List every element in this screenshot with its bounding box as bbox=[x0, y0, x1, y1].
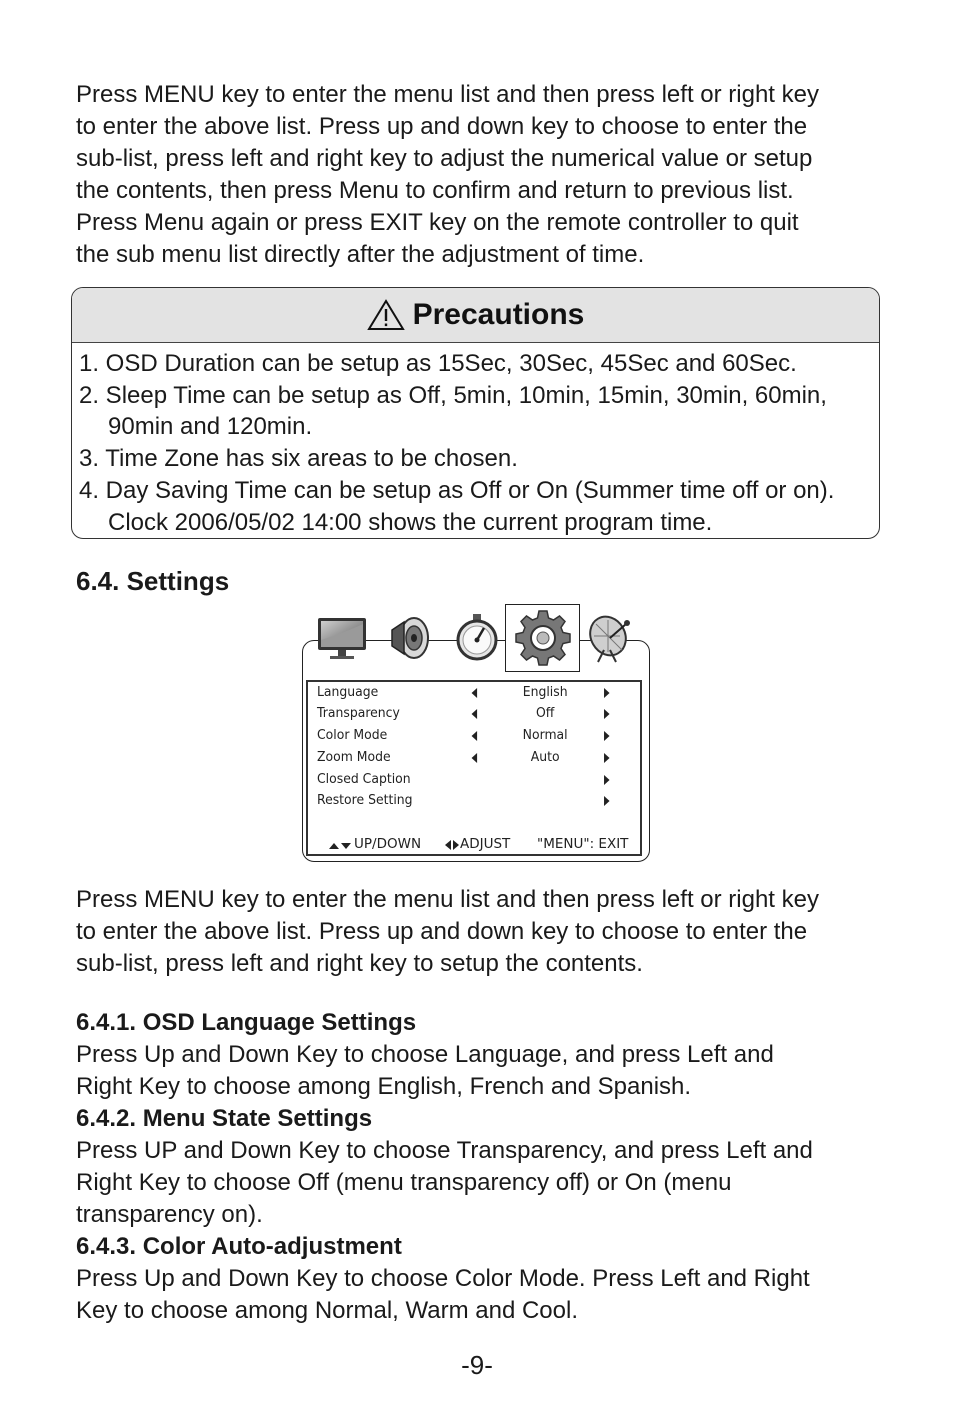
subsection-heading: 6.4.1. OSD Language Settings bbox=[76, 1009, 417, 1036]
osd-row-restore-setting[interactable] bbox=[317, 792, 611, 812]
intro-line: to enter the above list. Press up and down key to choose to enter the bbox=[76, 113, 808, 140]
subsection-heading: 6.4.3. Color Auto-adjustment bbox=[76, 1233, 402, 1260]
right-arrow-icon[interactable] bbox=[604, 688, 610, 698]
right-arrow-icon[interactable] bbox=[604, 775, 610, 785]
osd-footer-adjust: ADJUST bbox=[460, 836, 511, 852]
satellite-dish-icon bbox=[582, 612, 642, 664]
precaution-item: 3. Time Zone has six areas to be chosen. bbox=[79, 445, 518, 473]
osd-row-label: Restore Setting bbox=[317, 792, 413, 808]
subsection-line: transparency on). bbox=[76, 1201, 263, 1228]
intro-line: Press Menu again or press EXIT key on the remote controller to quit bbox=[76, 209, 799, 236]
subsection-line: Right Key to choose among English, French and Spanish. bbox=[76, 1073, 692, 1100]
subsection-line: Key to choose among Normal, Warm and Cool. bbox=[76, 1297, 578, 1324]
section-heading: 6.4. Settings bbox=[76, 566, 230, 596]
intro-line: Press MENU key to enter the menu list and then press left or right key bbox=[76, 81, 819, 108]
osd-row-label: Closed Caption bbox=[317, 771, 411, 787]
right-arrow-icon[interactable] bbox=[604, 796, 610, 806]
osd-footer-updown: UP/DOWN bbox=[354, 836, 422, 852]
subsection-line: Press Up and Down Key to choose Language, and press Left and bbox=[76, 1041, 774, 1068]
left-arrow-icon[interactable] bbox=[472, 753, 478, 763]
osd-row-closed-caption[interactable] bbox=[317, 771, 611, 791]
osd-row-value: English bbox=[522, 684, 568, 700]
osd-row-value: Auto bbox=[530, 749, 560, 765]
settings-line: to enter the above list. Press up and down key to choose to enter the bbox=[76, 918, 808, 945]
right-arrow-icon[interactable] bbox=[604, 753, 610, 763]
subsection-line: Right Key to choose Off (menu transparency off) or On (menu bbox=[76, 1169, 732, 1196]
osd-row-value: Off bbox=[535, 705, 555, 721]
left-arrow-icon[interactable] bbox=[472, 688, 478, 698]
left-arrow-icon[interactable] bbox=[472, 731, 478, 741]
left-arrow-icon[interactable] bbox=[472, 709, 478, 719]
intro-line: the contents, then press Menu to confirm and return to previous list. bbox=[76, 177, 794, 204]
precaution-item: 90min and 120min. bbox=[108, 413, 313, 441]
precautions-title: Precautions bbox=[412, 298, 585, 331]
right-arrow-icon[interactable] bbox=[604, 731, 610, 741]
left-right-arrows-icon bbox=[444, 839, 460, 851]
speaker-icon bbox=[380, 612, 440, 664]
intro-paragraph bbox=[76, 79, 896, 271]
osd-row-label: Language bbox=[317, 684, 379, 700]
osd-footer-exit: "MENU": EXIT bbox=[537, 836, 629, 852]
settings-paragraph bbox=[76, 884, 896, 980]
subsection-line: Press Up and Down Key to choose Color Mode. Press Left and Right bbox=[76, 1265, 810, 1292]
right-arrow-icon[interactable] bbox=[604, 709, 610, 719]
intro-line: the sub menu list directly after the adjustment of time. bbox=[76, 241, 645, 268]
osd-row-label: Color Mode bbox=[317, 727, 388, 743]
subsections bbox=[76, 1007, 896, 1327]
page-number: -9- bbox=[461, 1350, 493, 1380]
osd-row-color-mode[interactable] bbox=[317, 727, 611, 747]
subsection-heading: 6.4.2. Menu State Settings bbox=[76, 1105, 373, 1132]
osd-row-language[interactable] bbox=[317, 684, 611, 704]
precautions-header bbox=[72, 288, 879, 343]
warning-icon bbox=[367, 299, 405, 331]
settings-line: Press MENU key to enter the menu list and then press left or right key bbox=[76, 886, 819, 913]
gear-icon bbox=[513, 609, 573, 667]
subsection-line: Press UP and Down Key to choose Transparency, and press Left and bbox=[76, 1137, 813, 1164]
stopwatch-icon bbox=[446, 612, 506, 664]
precaution-item: 2. Sleep Time can be setup as Off, 5min, 10min, 15min, 30min, 60min, bbox=[79, 381, 827, 409]
precautions-list bbox=[79, 348, 834, 538]
monitor-icon bbox=[313, 612, 373, 664]
precaution-item: Clock 2006/05/02 14:00 shows the current program time. bbox=[108, 508, 713, 536]
osd-row-value: Normal bbox=[522, 727, 568, 743]
osd-row-transparency[interactable] bbox=[317, 705, 611, 725]
precaution-item: 1. OSD Duration can be setup as 15Sec, 30Sec, 45Sec and 60Sec. bbox=[79, 350, 797, 377]
precaution-item: 4. Day Saving Time can be setup as Off or On (Summer time off or on). bbox=[79, 476, 835, 504]
up-down-arrows-icon bbox=[328, 840, 352, 852]
osd-row-zoom-mode[interactable] bbox=[317, 749, 611, 769]
osd-row-label: Transparency bbox=[317, 705, 400, 721]
settings-line: sub-list, press left and right key to setup the contents. bbox=[76, 950, 643, 977]
precautions-box bbox=[71, 287, 880, 539]
intro-line: sub-list, press left and right key to adjust the numerical value or setup bbox=[76, 145, 813, 172]
osd-row-label: Zoom Mode bbox=[317, 749, 391, 765]
